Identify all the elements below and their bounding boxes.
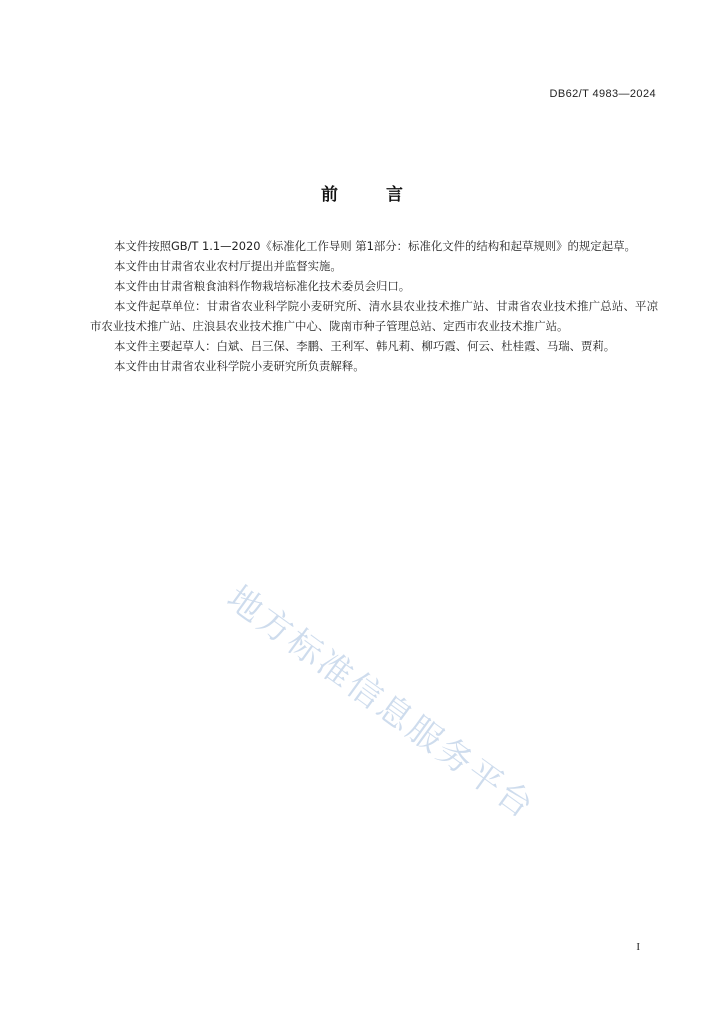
standard-code: DB62/T 4983—2024: [549, 88, 656, 100]
page-number: I: [636, 941, 640, 953]
paragraph-interpretation: 本文件由甘肃省农业科学院小麦研究所负责解释。: [114, 359, 365, 373]
paragraph-drafting-rules: 本文件按照GB/T 1.1—2020《标准化工作导则 第1部分：标准化文件的结构和起草规则》的规定起草。: [114, 239, 636, 253]
paragraph-drafting-units: 本文件起草单位：甘肃省农业科学院小麦研究所、清水县农业技术推广站、甘肃省农业技术推广总站、平凉市农业技术推广站、庄浪县农业技术推广中心、陇南市种子管理总站、定西市农业技术推广站。: [90, 299, 658, 333]
page-title-char-1: 前: [321, 185, 338, 205]
paragraph-committee: 本文件由甘肃省粮食油料作物栽培标准化技术委员会归口。: [114, 279, 411, 293]
page-title-char-2: 言: [386, 185, 403, 205]
watermark: 地方标准信息服务平台: [219, 577, 543, 828]
paragraph-proposer: 本文件由甘肃省农业农村厅提出并监督实施。: [114, 259, 342, 273]
paragraph-drafters: 本文件主要起草人：白斌、吕三保、李鹏、王利军、韩凡莉、柳巧霞、何云、杜桂霞、马瑞、贾莉。: [114, 339, 616, 353]
page-title: [0, 180, 724, 205]
foreword-body: [90, 236, 658, 376]
